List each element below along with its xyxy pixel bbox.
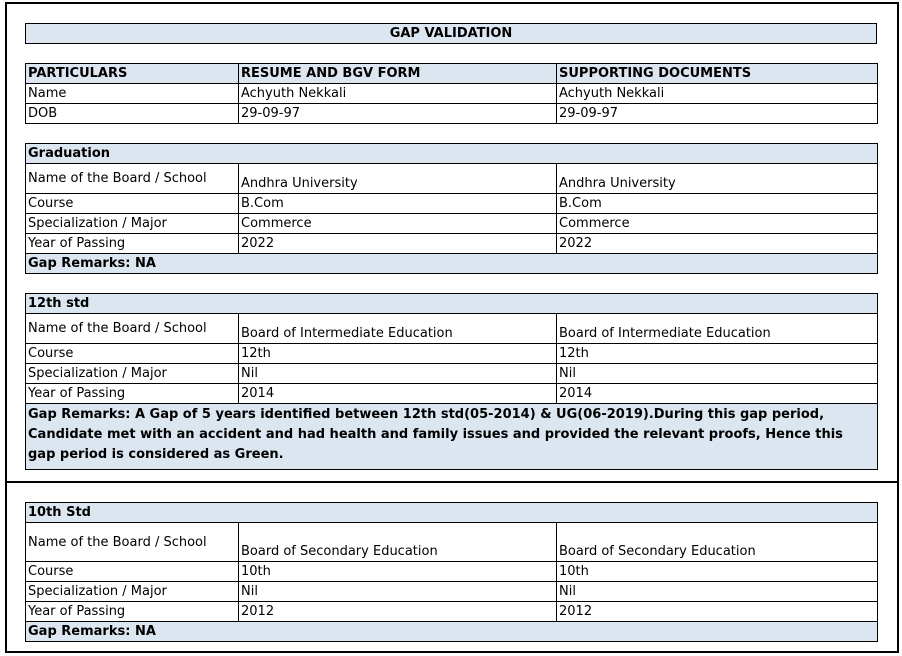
section-title: Graduation bbox=[26, 144, 878, 164]
gap-remarks: Gap Remarks: NA bbox=[26, 254, 878, 274]
row-label: Course bbox=[26, 344, 239, 364]
docs-value: Board of Intermediate Education bbox=[557, 314, 878, 344]
row-label: Specialization / Major bbox=[26, 582, 239, 602]
docs-value: 2012 bbox=[557, 602, 878, 622]
row-label: Year of Passing bbox=[26, 602, 239, 622]
resume-value: Andhra University bbox=[239, 164, 557, 194]
table-row bbox=[26, 384, 878, 404]
row-label: DOB bbox=[26, 104, 239, 124]
row-label: Name bbox=[26, 84, 239, 104]
table-row bbox=[26, 194, 878, 214]
remarks-row bbox=[26, 254, 878, 274]
row-label: Year of Passing bbox=[26, 234, 239, 254]
graduation-table bbox=[25, 143, 878, 274]
resume-value: 2014 bbox=[239, 384, 557, 404]
table-row bbox=[26, 164, 878, 194]
table-row bbox=[26, 234, 878, 254]
table-row bbox=[26, 344, 878, 364]
table-row bbox=[26, 314, 878, 344]
resume-value: Board of Secondary Education bbox=[239, 523, 557, 562]
resume-value: Achyuth Nekkali bbox=[239, 84, 557, 104]
docs-value: 29-09-97 bbox=[557, 104, 878, 124]
table-row bbox=[26, 602, 878, 622]
resume-value: 2022 bbox=[239, 234, 557, 254]
docs-value: 10th bbox=[557, 562, 878, 582]
table-row bbox=[26, 523, 878, 562]
row-label: Specialization / Major bbox=[26, 214, 239, 234]
table-row bbox=[26, 214, 878, 234]
gap-remarks: Gap Remarks: A Gap of 5 years identified between 12th std(05-2014) & UG(06-2019).During this gap period, Candidate met with an accident and had health and family issues and provided the relevant proofs, Hence this gap period is considered as Green. bbox=[26, 404, 878, 470]
page-title: GAP VALIDATION bbox=[25, 23, 877, 44]
resume-value: Nil bbox=[239, 582, 557, 602]
resume-value: 10th bbox=[239, 562, 557, 582]
section-title: 12th std bbox=[26, 294, 878, 314]
header-resume: RESUME AND BGV FORM bbox=[239, 64, 557, 84]
remarks-row bbox=[26, 404, 878, 470]
docs-value: Nil bbox=[557, 582, 878, 602]
row-label: Name of the Board / School bbox=[26, 314, 239, 344]
table-row bbox=[26, 562, 878, 582]
resume-value: Commerce bbox=[239, 214, 557, 234]
docs-value: Andhra University bbox=[557, 164, 878, 194]
resume-value: Nil bbox=[239, 364, 557, 384]
table-row bbox=[26, 364, 878, 384]
header-particulars: PARTICULARS bbox=[26, 64, 239, 84]
section-header-row bbox=[26, 503, 878, 523]
table-row bbox=[26, 84, 878, 104]
row-label: Course bbox=[26, 562, 239, 582]
docs-value: Commerce bbox=[557, 214, 878, 234]
header-supporting-docs: SUPPORTING DOCUMENTS bbox=[557, 64, 878, 84]
table-header-row bbox=[26, 64, 878, 84]
docs-value: 2014 bbox=[557, 384, 878, 404]
row-label: Name of the Board / School bbox=[26, 523, 239, 562]
docs-value: 12th bbox=[557, 344, 878, 364]
tenth-table bbox=[25, 502, 878, 642]
particulars-table bbox=[25, 63, 878, 124]
resume-value: Board of Intermediate Education bbox=[239, 314, 557, 344]
row-label: Name of the Board / School bbox=[26, 164, 239, 194]
docs-value: 2022 bbox=[557, 234, 878, 254]
resume-value: 12th bbox=[239, 344, 557, 364]
resume-value: 2012 bbox=[239, 602, 557, 622]
remarks-row bbox=[26, 622, 878, 642]
gap-remarks: Gap Remarks: NA bbox=[26, 622, 878, 642]
row-label: Year of Passing bbox=[26, 384, 239, 404]
section-title: 10th Std bbox=[26, 503, 878, 523]
page-break-line bbox=[5, 481, 899, 483]
section-header-row bbox=[26, 294, 878, 314]
docs-value: Board of Secondary Education bbox=[557, 523, 878, 562]
section-header-row bbox=[26, 144, 878, 164]
resume-value: B.Com bbox=[239, 194, 557, 214]
twelfth-table bbox=[25, 293, 878, 470]
table-row bbox=[26, 104, 878, 124]
row-label: Course bbox=[26, 194, 239, 214]
resume-value: 29-09-97 bbox=[239, 104, 557, 124]
row-label: Specialization / Major bbox=[26, 364, 239, 384]
docs-value: B.Com bbox=[557, 194, 878, 214]
docs-value: Achyuth Nekkali bbox=[557, 84, 878, 104]
table-row bbox=[26, 582, 878, 602]
docs-value: Nil bbox=[557, 364, 878, 384]
